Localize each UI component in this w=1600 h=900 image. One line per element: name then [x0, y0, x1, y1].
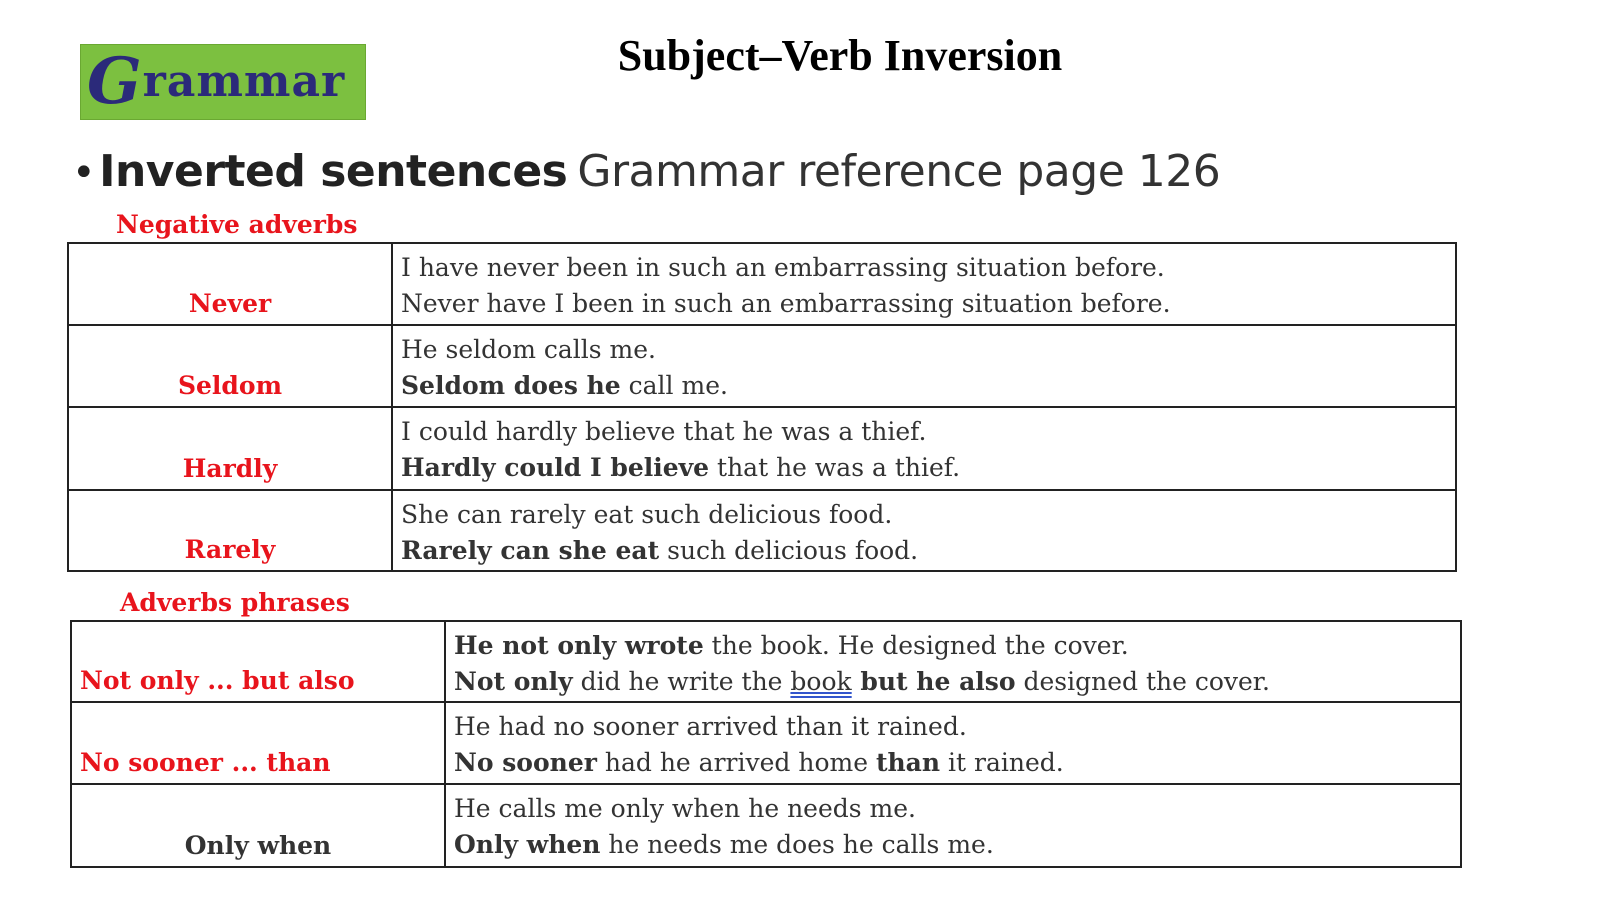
table-row — [71, 784, 1461, 867]
example-inverted — [454, 745, 1452, 781]
example-inverted — [454, 664, 1452, 700]
example-inverted — [454, 827, 1452, 863]
example-inverted: Never have I been in such an embarrassing situation before. — [401, 289, 1171, 318]
inverted-part: Seldom does he — [401, 371, 621, 400]
example-original: I have never been in such an embarrassing situation before. — [401, 253, 1165, 282]
rest-part: that he was a thief. — [709, 453, 961, 482]
rest-part: call me. — [620, 371, 728, 400]
example-inverted — [401, 368, 1447, 404]
example-inverted — [401, 450, 1447, 486]
rest-part: such delicious food. — [659, 536, 919, 565]
example-cell — [445, 784, 1461, 867]
adverb-seldom: Seldom — [68, 325, 392, 407]
bold-part: than — [875, 748, 941, 777]
page-title: Subject–Verb Inversion — [617, 31, 1063, 80]
example-original: She can rarely eat such delicious food. — [401, 500, 893, 529]
adverb-rarely: Rarely — [68, 490, 392, 571]
text-part: it rained. — [940, 748, 1064, 777]
rest-part: he needs me does he calls me. — [600, 830, 994, 859]
example-cell — [392, 490, 1456, 571]
table-row — [71, 702, 1461, 784]
example-cell — [392, 243, 1456, 325]
table-row — [68, 490, 1456, 571]
bold-part: Not only — [454, 667, 573, 696]
adverb-phrases-label: Adverbs phrases — [120, 588, 350, 617]
grammar-logo — [80, 44, 366, 120]
table-row — [68, 407, 1456, 490]
text-part: designed the cover. — [1015, 667, 1270, 696]
adverb-only-when: Only when — [71, 784, 445, 867]
negative-adverbs-table — [67, 242, 1457, 572]
bold-part: No sooner — [454, 748, 597, 777]
text-part: had he arrived home — [596, 748, 876, 777]
example-original: He calls me only when he needs me. — [454, 794, 916, 823]
adverb-phrases-table — [70, 620, 1462, 868]
bullet: • — [72, 150, 96, 196]
example-cell — [392, 407, 1456, 490]
inverted-part: Hardly could I believe — [401, 453, 710, 482]
table-row — [68, 243, 1456, 325]
section-heading — [72, 146, 1220, 197]
example-original: He had no sooner arrived than it rained. — [454, 712, 967, 741]
logo-text: rammar — [142, 56, 346, 107]
adverb-hardly: Hardly — [68, 407, 392, 490]
example-cell — [445, 702, 1461, 784]
rest-part: the book. He designed the cover. — [703, 631, 1129, 660]
table-row — [71, 621, 1461, 702]
adverb-never: Never — [68, 243, 392, 325]
heading-reference: Grammar reference page 126 — [577, 146, 1221, 197]
adverb-not-only: Not only ... but also — [71, 621, 445, 702]
logo-initial: G — [87, 44, 143, 119]
table-row — [68, 325, 1456, 407]
example-original: I could hardly believe that he was a thief. — [401, 417, 927, 446]
example-cell — [392, 325, 1456, 407]
example-inverted — [401, 533, 1447, 569]
example-original: He seldom calls me. — [401, 335, 656, 364]
bold-part: He not only wrote — [454, 631, 704, 660]
bold-part: Only when — [454, 830, 601, 859]
negative-adverbs-label: Negative adverbs — [116, 210, 358, 239]
underlined-word: book — [790, 667, 852, 696]
heading-main: Inverted sentences — [99, 146, 568, 197]
inverted-part: Rarely can she eat — [401, 536, 660, 565]
example-cell — [445, 621, 1461, 702]
adverb-no-sooner: No sooner ... than — [71, 702, 445, 784]
bold-part: but he also — [851, 667, 1016, 696]
example-original — [454, 628, 1452, 664]
text-part: did he write the — [572, 667, 791, 696]
